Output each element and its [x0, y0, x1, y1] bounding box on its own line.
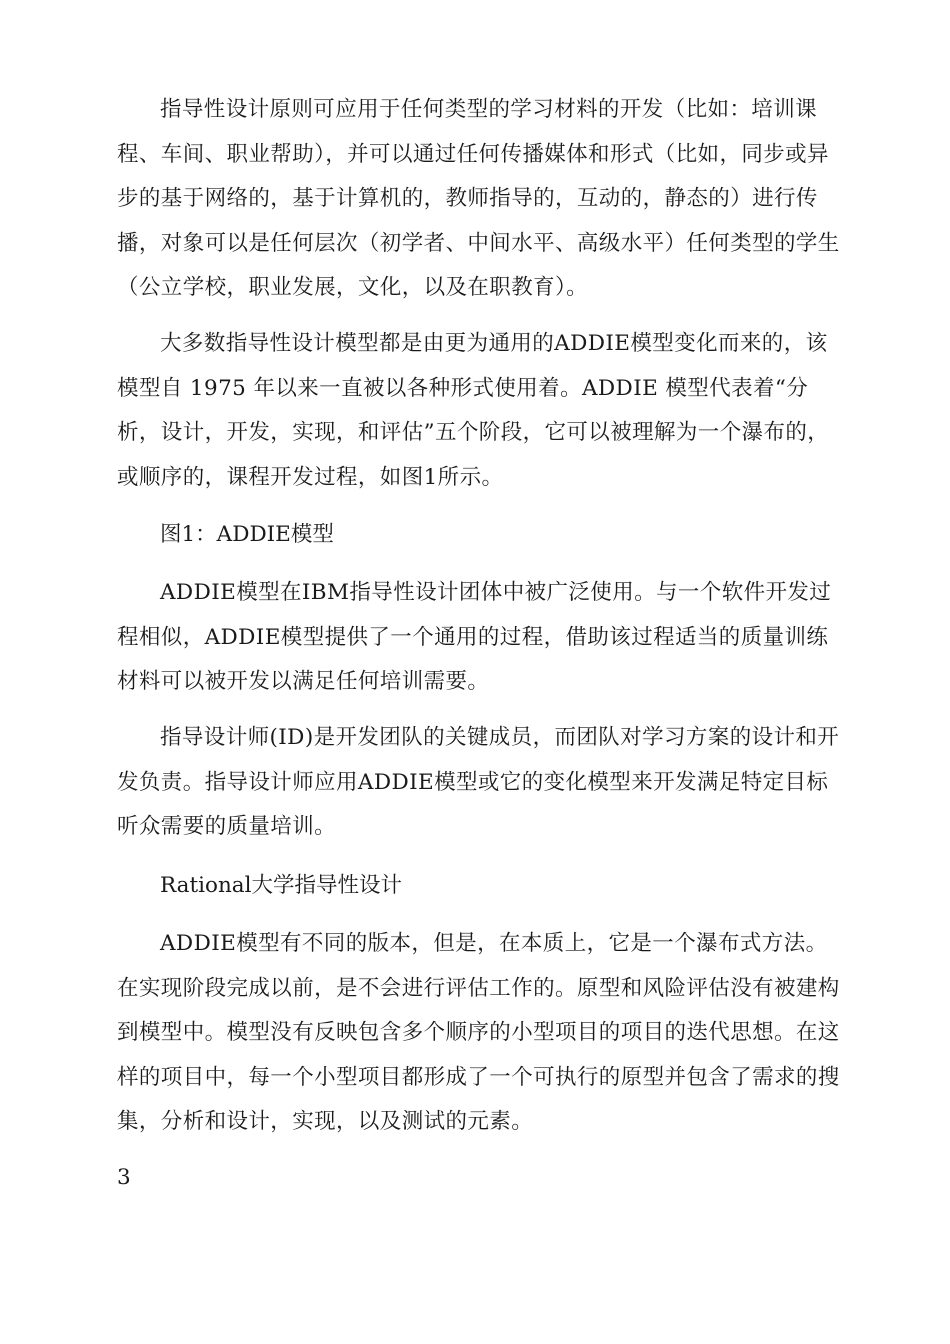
paragraph-instructional-designer: 指导设计师(ID)是开发团队的关键成员，而团队对学习方案的设计和开发负责。指导设计师应用ADDIE模型或它的变化模型来开发满足特定目标听众需要的质量培训。: [117, 725, 840, 840]
figure-caption: 图1：ADDIE模型: [160, 522, 334, 547]
paragraph-intro: 指导性设计原则可应用于任何类型的学习材料的开发（比如：培训课程、车间、职业帮助），并可以通过任何传播媒体和形式（比如，同步或异步的基于网络的，基于计算机的，教师指导的，互动的，静态的）进行传播，对象可以是任何层次（初学者、中间水平、高级水平）任何类型的学生（公立学校，职业发展，文化，以及在职教育）。: [117, 97, 840, 301]
page-number: 3: [117, 1165, 131, 1190]
paragraph-addie-origin: 大多数指导性设计模型都是由更为通用的ADDIE模型变化而来的，该模型自 1975 年以来一直被以各种形式使用着。ADDIE 模型代表着“分析，设计，开发，实现，和评估”五个阶段，它可以被理解为一个瀑布的，或顺序的，课程开发过程，如图1所示。: [117, 331, 830, 490]
paragraph-waterfall: ADDIE模型有不同的版本，但是，在本质上，它是一个瀑布式方法。在实现阶段完成以前，是不会进行评估工作的。原型和风险评估没有被建构到模型中。模型没有反映包含多个顺序的小型项目的项目的迭代思想。在这样的项目中，每一个小型项目都形成了一个可执行的原型并包含了需求的搜集，分析和设计，实现，以及测试的元素。: [117, 931, 840, 1135]
paragraph-addie-usage: ADDIE模型在IBM指导性设计团体中被广泛使用。与一个软件开发过程相似，ADDIE模型提供了一个通用的过程，借助该过程适当的质量训练材料可以被开发以满足任何培训需要。: [117, 580, 832, 695]
section-heading: Rational大学指导性设计: [160, 873, 403, 898]
